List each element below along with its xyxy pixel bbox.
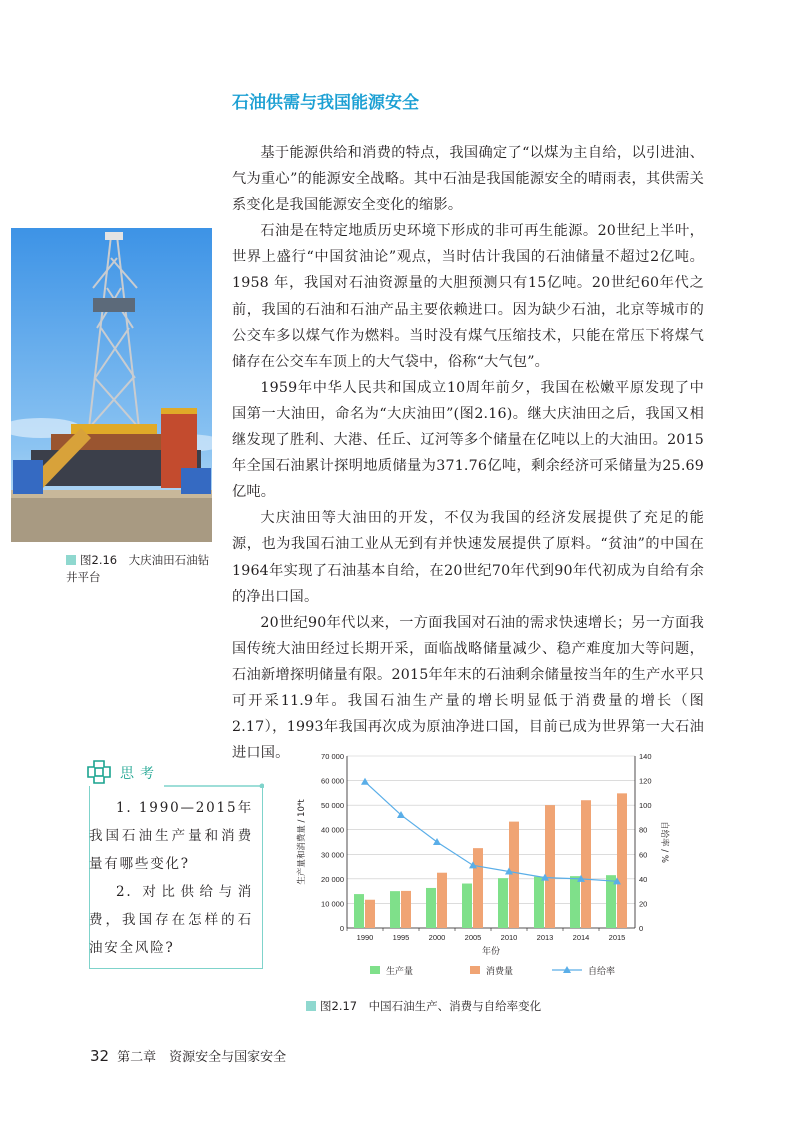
think-title: 思考 bbox=[120, 766, 160, 782]
think-questions bbox=[89, 794, 253, 962]
bar-0 bbox=[354, 894, 364, 928]
paragraph: 石油是在特定地质历史环境下形成的非可再生能源。20世纪上半叶，世界上盛行“中国贫油论”观点，当时估计我国的石油储量不超过2亿吨。1958 年，我国对石油资源量的大胆预测只有15亿吨。20世纪60年代之前，我国的石油和石油产品主要依赖进口。因为缺少石油，北京等城市的公交车多以煤气作为燃料。当时没有煤气压缩技术，只能在常压下将煤气储存在公交车车顶上的大气袋中，俗称“大气包”。 bbox=[232, 223, 704, 370]
y-axis-label: 生产量和消费量 / 10⁴t bbox=[297, 799, 307, 885]
chapter-title: 第二章 资源安全与国家安全 bbox=[117, 1050, 287, 1065]
think-question: 2. 对比供给与消费，我国存在怎样的石油安全风险? bbox=[89, 884, 253, 956]
bar-1 bbox=[509, 822, 519, 928]
page-number: 32 bbox=[90, 1047, 110, 1065]
y-tick-label: 70 000 bbox=[321, 752, 344, 761]
x-tick-label: 2014 bbox=[572, 933, 590, 942]
legend-label: 生产量 bbox=[386, 967, 414, 977]
body-text bbox=[232, 140, 704, 766]
y-right-tick-label: 80 bbox=[639, 825, 648, 835]
y-tick-label: 60 000 bbox=[321, 776, 344, 786]
y-tick-label: 10 000 bbox=[321, 899, 344, 909]
y-tick-label: 50 000 bbox=[321, 801, 344, 811]
bar-1 bbox=[365, 900, 375, 928]
x-tick-label: 1990 bbox=[356, 933, 374, 942]
y-tick-label: 0 bbox=[339, 924, 344, 933]
paragraph: 基于能源供给和消费的特点，我国确定了“以煤为主自给，以引进油、气为重心”的能源安全战略。其中石油是我国能源安全的晴雨表，其供需关系变化是我国能源安全变化的缩影。 bbox=[232, 145, 704, 214]
legend-label: 自给率 bbox=[588, 967, 616, 977]
oil-rig-photo bbox=[11, 228, 212, 542]
x-tick-label: 2005 bbox=[464, 933, 482, 942]
x-axis-label: 年份 bbox=[481, 947, 501, 957]
paragraph: 1959年中华人民共和国成立10周年前夕，我国在松嫩平原发现了中国第一大油田，命名为“大庆油田”(图2.16)。继大庆油田之后，我国又相继发现了胜利、大港、任丘、辽河等多个储量在亿吨以上的大油田。2015年全国石油累计探明地质储量为371.76亿吨，剩余经济可采储量为25.69亿吨。 bbox=[232, 379, 704, 501]
bar-0 bbox=[498, 878, 508, 928]
figure-2-17-caption bbox=[306, 998, 541, 1014]
bar-0 bbox=[462, 884, 472, 928]
oil-chart bbox=[290, 748, 670, 993]
paragraph: 20世纪90年代以来，一方面我国对石油的需求快速增长；另一方面我国传统大油田经过长期开采，面临战略储量减少、稳产难度加大等问题，石油新增探明储量有限。2015年年末的石油剩余储量按当年的生产水平只可开采11.9年。我国石油生产量的增长明显低于消费量的增长（图2.17），1993年我国再次成为原油净进口国，目前已成为世界第一大石油进口国。 bbox=[232, 614, 704, 762]
think-question: 1. 1990—2015年我国石油生产量和消费量有哪些变化? bbox=[89, 800, 253, 872]
legend-swatch bbox=[370, 966, 380, 974]
page-footer bbox=[90, 1046, 286, 1065]
y-tick-label: 40 000 bbox=[321, 825, 344, 835]
x-tick-label: 1995 bbox=[392, 933, 410, 942]
y-right-tick-label: 100 bbox=[639, 801, 652, 811]
think-header bbox=[84, 758, 264, 788]
figure-2-16-caption bbox=[66, 552, 216, 586]
legend-swatch bbox=[470, 966, 480, 974]
y-right-tick-label: 40 bbox=[639, 874, 648, 884]
line-point bbox=[361, 778, 369, 785]
caption-marker-icon bbox=[66, 555, 76, 565]
bar-0 bbox=[390, 891, 400, 928]
legend-label: 消费量 bbox=[486, 967, 514, 977]
bar-1 bbox=[437, 873, 447, 928]
caption-text: 图2.16 大庆油田石油钻井平台 bbox=[66, 553, 210, 584]
caption-text: 图2.17 中国石油生产、消费与自给率变化 bbox=[320, 999, 542, 1013]
y-right-axis-label: 自给率 / % bbox=[659, 821, 669, 863]
x-tick-label: 2000 bbox=[428, 933, 446, 942]
x-tick-label: 2010 bbox=[500, 933, 518, 942]
bar-1 bbox=[401, 891, 411, 928]
section-title: 石油供需与我国能源安全 bbox=[232, 93, 419, 113]
bar-1 bbox=[581, 800, 591, 928]
bar-1 bbox=[617, 793, 627, 928]
bar-1 bbox=[473, 848, 483, 928]
line-point bbox=[433, 838, 441, 845]
y-right-tick-label: 0 bbox=[639, 924, 644, 933]
y-tick-label: 20 000 bbox=[321, 874, 344, 884]
bar-0 bbox=[426, 888, 436, 928]
x-tick-label: 2015 bbox=[608, 933, 626, 942]
y-right-tick-label: 120 bbox=[639, 776, 652, 786]
bar-0 bbox=[570, 876, 580, 928]
caption-marker-icon bbox=[306, 1001, 316, 1011]
self-sufficiency-line bbox=[365, 782, 617, 882]
bar-0 bbox=[534, 877, 544, 928]
y-right-tick-label: 60 bbox=[639, 850, 648, 860]
bar-1 bbox=[545, 805, 555, 928]
y-tick-label: 30 000 bbox=[321, 850, 344, 860]
paragraph: 大庆油田等大油田的开发，不仅为我国的经济发展提供了充足的能源，也为我国石油工业从无到有并快速发展提供了原料。“贫油”的中国在1964年实现了石油基本自给，在20世纪70年代到90年代初成为自给有余的净出口国。 bbox=[232, 510, 704, 605]
x-tick-label: 2013 bbox=[536, 933, 554, 942]
think-cross-icon bbox=[84, 758, 264, 788]
chart-svg bbox=[290, 748, 670, 993]
y-right-tick-label: 20 bbox=[639, 899, 648, 909]
y-right-tick-label: 140 bbox=[639, 752, 652, 761]
